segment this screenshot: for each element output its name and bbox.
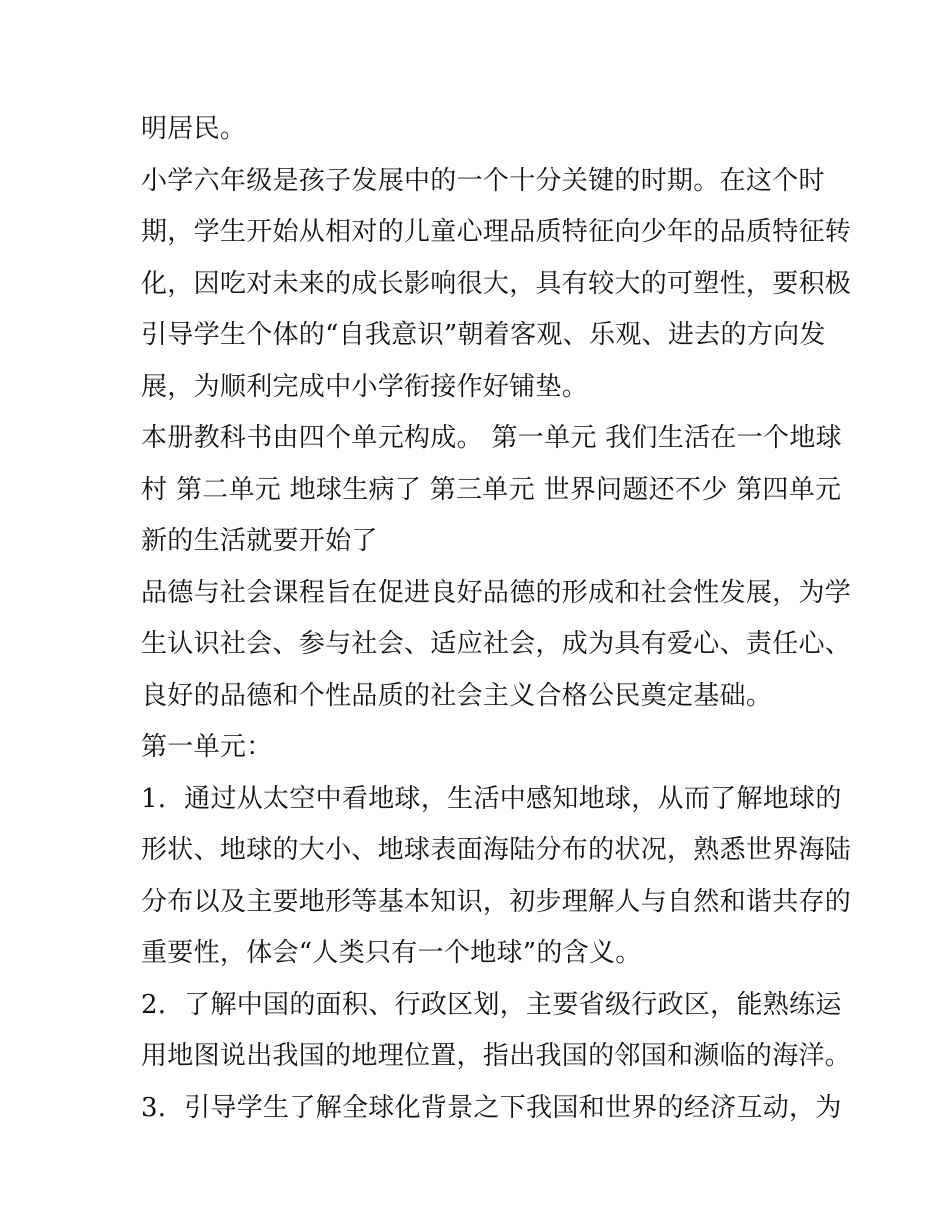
list-item-line: 重要性，体会“人类只有一个地球”的含义。 (141, 938, 642, 968)
text-line: 生认识社会、参与社会、适应社会，成为具有爱心、责任心、 (141, 629, 852, 659)
text-line: 小学六年级是孩子发展中的一个十分关键的时期。在这个时 (141, 165, 825, 196)
text-line: 期，学生开始从相对的儿童心理品质特征向少年的品质特征转 (141, 217, 852, 247)
list-item-line: 1．通过从太空中看地球，生活中感知地球，从而了解地球的 (141, 783, 842, 814)
text-line: 化，因吃对未来的成长影响很大，具有较大的可塑性，要积极 (141, 268, 852, 299)
section-heading: 第一单元： (141, 732, 273, 762)
list-item-line: 3．引导学生了解全球化背景之下我国和世界的经济互动，为 (141, 1092, 842, 1123)
text-line: 品德与社会课程旨在促进良好品德的形成和社会性发展，为学 (141, 577, 852, 608)
list-item-line: 分布以及主要地形等基本知识，初步理解人与自然和谐共存的 (141, 886, 852, 917)
list-item-line: 用地图说出我国的地理位置，指出我国的邻国和濒临的海洋。 (141, 1041, 852, 1071)
text-line: 展，为顺利完成中小学衔接作好铺垫。 (141, 371, 589, 402)
text-line: 良好的品德和个性品质的社会主义合格公民奠定基础。 (141, 680, 773, 711)
document-body (141, 104, 852, 1134)
text-line: 本册教科书由四个单元构成。 第一单元 我们生活在一个地球 (141, 423, 842, 453)
text-line: 新的生活就要开始了 (141, 526, 378, 556)
list-item-line: 形状、地球的大小、地球表面海陆分布的状况，熟悉世界海陆 (141, 835, 852, 865)
list-item-line: 2．了解中国的面积、行政区划，主要省级行政区，能熟练运 (141, 989, 842, 1020)
text-line: 村 第二单元 地球生病了 第三单元 世界问题还不少 第四单元 (141, 474, 842, 505)
text-line: 引导学生个体的“自我意识”朝着客观、乐观、进去的方向发 (141, 320, 826, 350)
text-line: 明居民。 (141, 114, 247, 144)
